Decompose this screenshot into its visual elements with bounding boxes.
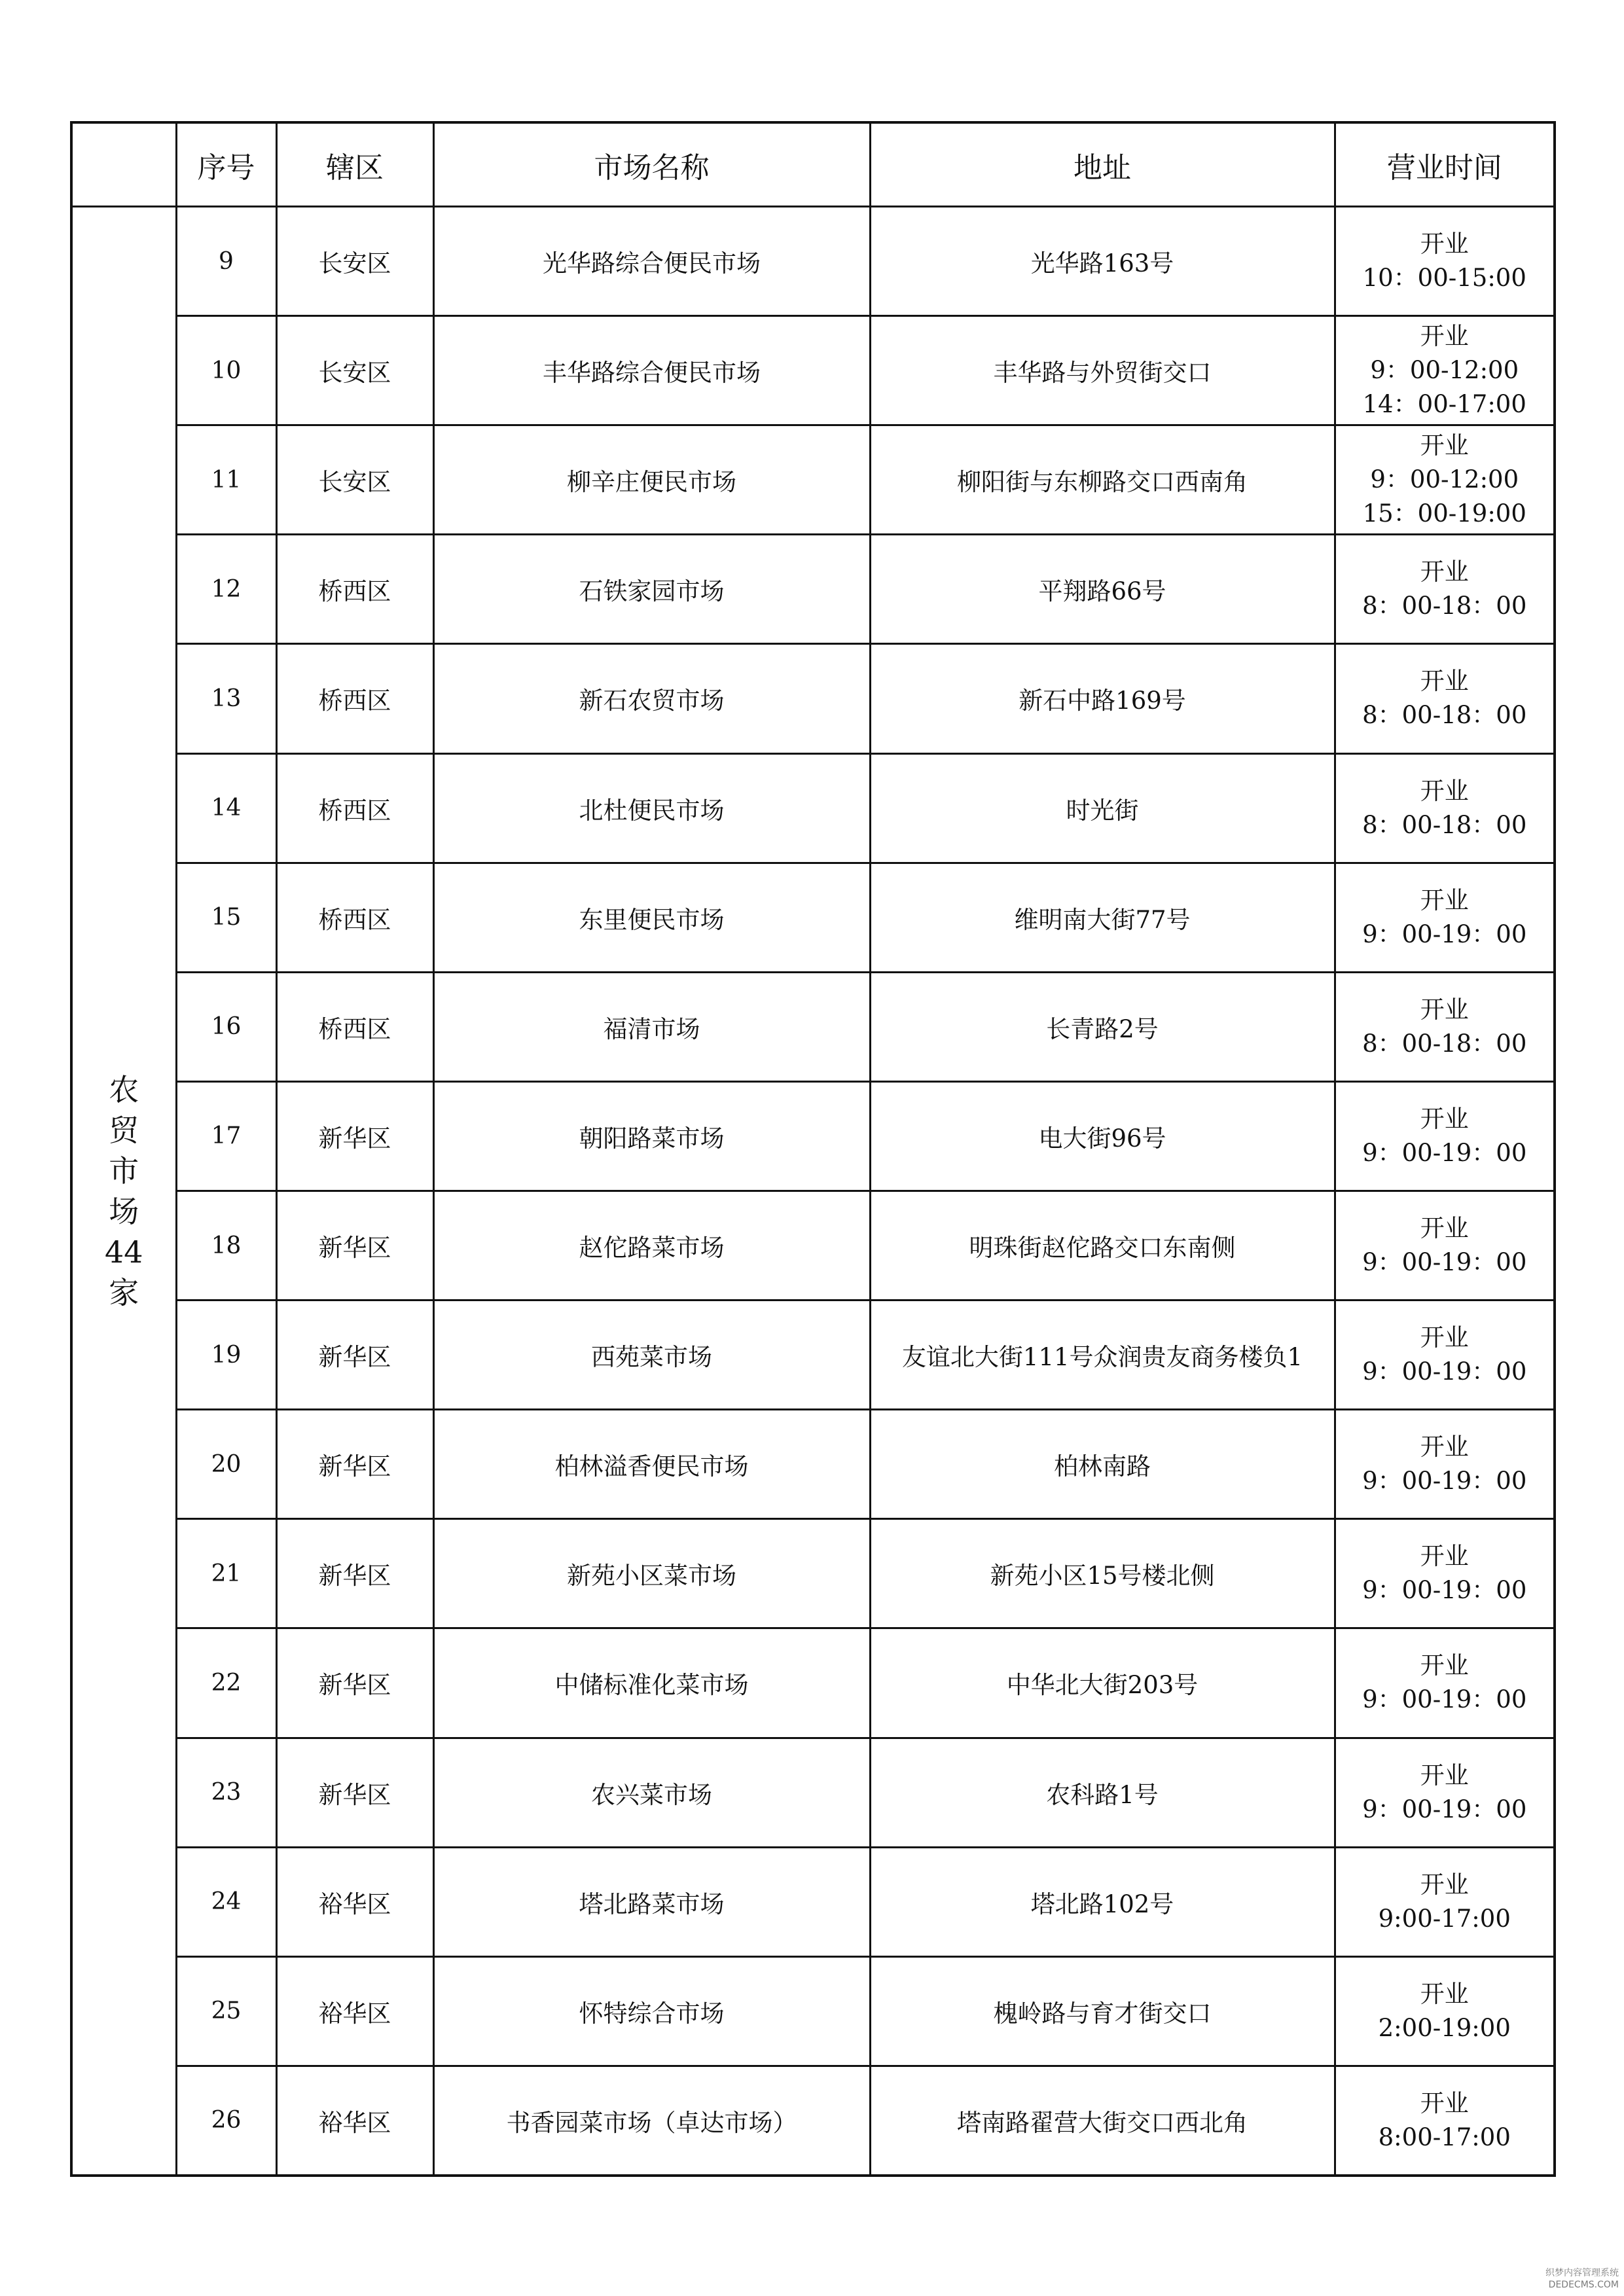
market-name-cell: 光华路综合便民市场 [433, 207, 870, 316]
district-cell: 桥西区 [276, 535, 433, 644]
hours-line: 9：00-12:00 [1370, 465, 1519, 494]
address-cell: 新苑小区15号楼北侧 [870, 1519, 1335, 1628]
table-row [71, 207, 1555, 316]
table-row [71, 644, 1555, 753]
serial-number-cell: 17 [176, 1081, 276, 1191]
market-name-cell: 怀特综合市场 [433, 1956, 870, 2066]
address-cell: 塔北路102号 [870, 1847, 1335, 1956]
address-cell: 丰华路与外贸街交口 [870, 316, 1335, 425]
hours-line: 8：00-18：00 [1362, 1029, 1527, 1058]
hours-line: 14：00-17:00 [1362, 390, 1526, 419]
serial-number-cell: 19 [176, 1300, 276, 1410]
hours-status: 开业 [1420, 995, 1469, 1024]
table-row [71, 753, 1555, 863]
hours-line: 15：00-19:00 [1362, 499, 1526, 528]
district-cell: 新华区 [276, 1628, 433, 1738]
table-row [71, 1956, 1555, 2066]
district-cell: 桥西区 [276, 972, 433, 1081]
address-cell: 光华路163号 [870, 207, 1335, 316]
header-row [71, 122, 1555, 207]
serial-number-cell: 23 [176, 1738, 276, 1847]
serial-number-cell: 11 [176, 425, 276, 535]
category-cell [71, 207, 176, 2176]
header-district: 辖区 [276, 122, 433, 207]
hours-status: 开业 [1420, 1214, 1469, 1243]
address-cell: 长青路2号 [870, 972, 1335, 1081]
table-row [71, 1519, 1555, 1628]
market-table [70, 121, 1556, 2177]
serial-number-cell: 13 [176, 644, 276, 753]
hours-line: 9：00-12:00 [1370, 356, 1519, 385]
market-name-cell: 朝阳路菜市场 [433, 1081, 870, 1191]
market-name-cell: 农兴菜市场 [433, 1738, 870, 1847]
header-business-hours: 营业时间 [1335, 122, 1555, 207]
serial-number-cell: 14 [176, 753, 276, 863]
table-row [71, 1300, 1555, 1410]
hours-status: 开业 [1420, 1870, 1469, 1899]
market-name-cell: 福清市场 [433, 972, 870, 1081]
serial-number-cell: 18 [176, 1191, 276, 1300]
table-row [71, 1410, 1555, 1519]
hours-line: 8：00-18：00 [1362, 701, 1527, 730]
market-name-cell: 柳辛庄便民市场 [433, 425, 870, 535]
business-hours-cell [1335, 1191, 1555, 1300]
business-hours-cell [1335, 1956, 1555, 2066]
hours-line: 9：00-19：00 [1362, 1138, 1527, 1167]
hours-line: 9：00-19：00 [1362, 1795, 1527, 1823]
header-address: 地址 [870, 122, 1335, 207]
hours-line: 9：00-19：00 [1362, 1467, 1527, 1496]
market-name-cell: 赵佗路菜市场 [433, 1191, 870, 1300]
business-hours-cell [1335, 316, 1555, 425]
market-name-cell: 丰华路综合便民市场 [433, 316, 870, 425]
header-market-name: 市场名称 [433, 122, 870, 207]
hours-line: 10：00-15:00 [1362, 264, 1526, 293]
address-cell: 农科路1号 [870, 1738, 1335, 1847]
business-hours-cell [1335, 644, 1555, 753]
serial-number-cell: 20 [176, 1410, 276, 1519]
table-row [71, 972, 1555, 1081]
district-cell: 裕华区 [276, 1847, 433, 1956]
hours-status: 开业 [1420, 2089, 1469, 2117]
market-name-cell: 塔北路菜市场 [433, 1847, 870, 1956]
hours-status: 开业 [1420, 1542, 1469, 1571]
business-hours-cell [1335, 1519, 1555, 1628]
serial-number-cell: 16 [176, 972, 276, 1081]
table-row [71, 1191, 1555, 1300]
hours-line: 9：00-19：00 [1362, 1576, 1527, 1605]
address-cell: 槐岭路与育才街交口 [870, 1956, 1335, 2066]
hours-line: 9：00-19：00 [1362, 1248, 1527, 1277]
serial-number-cell: 26 [176, 2066, 276, 2176]
serial-number-cell: 25 [176, 1956, 276, 2066]
business-hours-cell [1335, 1300, 1555, 1410]
district-cell: 长安区 [276, 425, 433, 535]
market-name-cell: 石铁家园市场 [433, 535, 870, 644]
address-cell: 中华北大街203号 [870, 1628, 1335, 1738]
serial-number-cell: 22 [176, 1628, 276, 1738]
district-cell: 新华区 [276, 1191, 433, 1300]
district-cell: 裕华区 [276, 1956, 433, 2066]
address-cell: 新石中路169号 [870, 644, 1335, 753]
serial-number-cell: 10 [176, 316, 276, 425]
hours-status: 开业 [1420, 776, 1469, 805]
table-row [71, 425, 1555, 535]
hours-line: 8：00-18：00 [1362, 592, 1527, 620]
address-cell: 柏林南路 [870, 1410, 1335, 1519]
market-name-cell: 西苑菜市场 [433, 1300, 870, 1410]
hours-line: 8：00-18：00 [1362, 810, 1527, 839]
hours-status: 开业 [1420, 1761, 1469, 1789]
hours-status: 开业 [1420, 1433, 1469, 1462]
serial-number-cell: 21 [176, 1519, 276, 1628]
serial-number-cell: 12 [176, 535, 276, 644]
hours-status: 开业 [1420, 558, 1469, 586]
table-row [71, 1628, 1555, 1738]
watermark [1494, 2267, 1619, 2293]
business-hours-cell [1335, 1847, 1555, 1956]
business-hours-cell [1335, 1628, 1555, 1738]
business-hours-cell [1335, 863, 1555, 972]
table-row [71, 1081, 1555, 1191]
hours-status: 开业 [1420, 1104, 1469, 1133]
serial-number-cell: 15 [176, 863, 276, 972]
business-hours-cell [1335, 1738, 1555, 1847]
address-cell: 柳阳街与东柳路交口西南角 [870, 425, 1335, 535]
header-category [71, 122, 176, 207]
hours-status: 开业 [1420, 1979, 1469, 2008]
table-row [71, 1738, 1555, 1847]
hours-status: 开业 [1420, 1323, 1469, 1352]
district-cell: 新华区 [276, 1519, 433, 1628]
market-name-cell: 书香园菜市场（卓达市场） [433, 2066, 870, 2176]
business-hours-cell [1335, 972, 1555, 1081]
table-row [71, 2066, 1555, 2176]
district-cell: 新华区 [276, 1081, 433, 1191]
district-cell: 裕华区 [276, 2066, 433, 2176]
address-cell: 电大街96号 [870, 1081, 1335, 1191]
table-row [71, 316, 1555, 425]
hours-status: 开业 [1420, 1651, 1469, 1680]
table-row [71, 535, 1555, 644]
hours-line: 9：00-19：00 [1362, 920, 1527, 948]
watermark-line1: 织梦内容管理系统 [1545, 2268, 1619, 2278]
district-cell: 桥西区 [276, 753, 433, 863]
business-hours-cell [1335, 1081, 1555, 1191]
address-cell: 友谊北大街111号众润贵友商务楼负1 [870, 1300, 1335, 1410]
market-name-cell: 新石农贸市场 [433, 644, 870, 753]
business-hours-cell [1335, 535, 1555, 644]
address-cell: 平翔路66号 [870, 535, 1335, 644]
business-hours-cell [1335, 753, 1555, 863]
category-label: 农贸市场44家 [104, 1071, 143, 1310]
business-hours-cell [1335, 425, 1555, 535]
district-cell: 新华区 [276, 1410, 433, 1519]
hours-status: 开业 [1420, 886, 1469, 914]
business-hours-cell [1335, 207, 1555, 316]
address-cell: 时光街 [870, 753, 1335, 863]
hours-line: 9：00-19：00 [1362, 1685, 1527, 1714]
hours-status: 开业 [1420, 431, 1469, 460]
hours-line: 8:00-17:00 [1378, 2123, 1511, 2151]
header-serial-number: 序号 [176, 122, 276, 207]
address-cell: 明珠街赵佗路交口东南侧 [870, 1191, 1335, 1300]
watermark-line2: DEDECMS.COM [1548, 2280, 1619, 2290]
business-hours-cell [1335, 1410, 1555, 1519]
business-hours-cell [1335, 2066, 1555, 2176]
district-cell: 桥西区 [276, 863, 433, 972]
hours-status: 开业 [1420, 667, 1469, 696]
district-cell: 长安区 [276, 316, 433, 425]
district-cell: 长安区 [276, 207, 433, 316]
serial-number-cell: 24 [176, 1847, 276, 1956]
hours-line: 9：00-19：00 [1362, 1357, 1527, 1386]
serial-number-cell: 9 [176, 207, 276, 316]
district-cell: 桥西区 [276, 644, 433, 753]
address-cell: 维明南大街77号 [870, 863, 1335, 972]
table-row [71, 863, 1555, 972]
hours-line: 2:00-19:00 [1378, 2013, 1511, 2042]
table-row [71, 1847, 1555, 1956]
address-cell: 塔南路翟营大街交口西北角 [870, 2066, 1335, 2176]
market-name-cell: 东里便民市场 [433, 863, 870, 972]
market-name-cell: 新苑小区菜市场 [433, 1519, 870, 1628]
hours-status: 开业 [1420, 322, 1469, 351]
market-name-cell: 柏林溢香便民市场 [433, 1410, 870, 1519]
district-cell: 新华区 [276, 1300, 433, 1410]
hours-status: 开业 [1420, 230, 1469, 259]
market-name-cell: 北杜便民市场 [433, 753, 870, 863]
hours-line: 9:00-17:00 [1378, 1904, 1511, 1933]
market-name-cell: 中储标准化菜市场 [433, 1628, 870, 1738]
district-cell: 新华区 [276, 1738, 433, 1847]
